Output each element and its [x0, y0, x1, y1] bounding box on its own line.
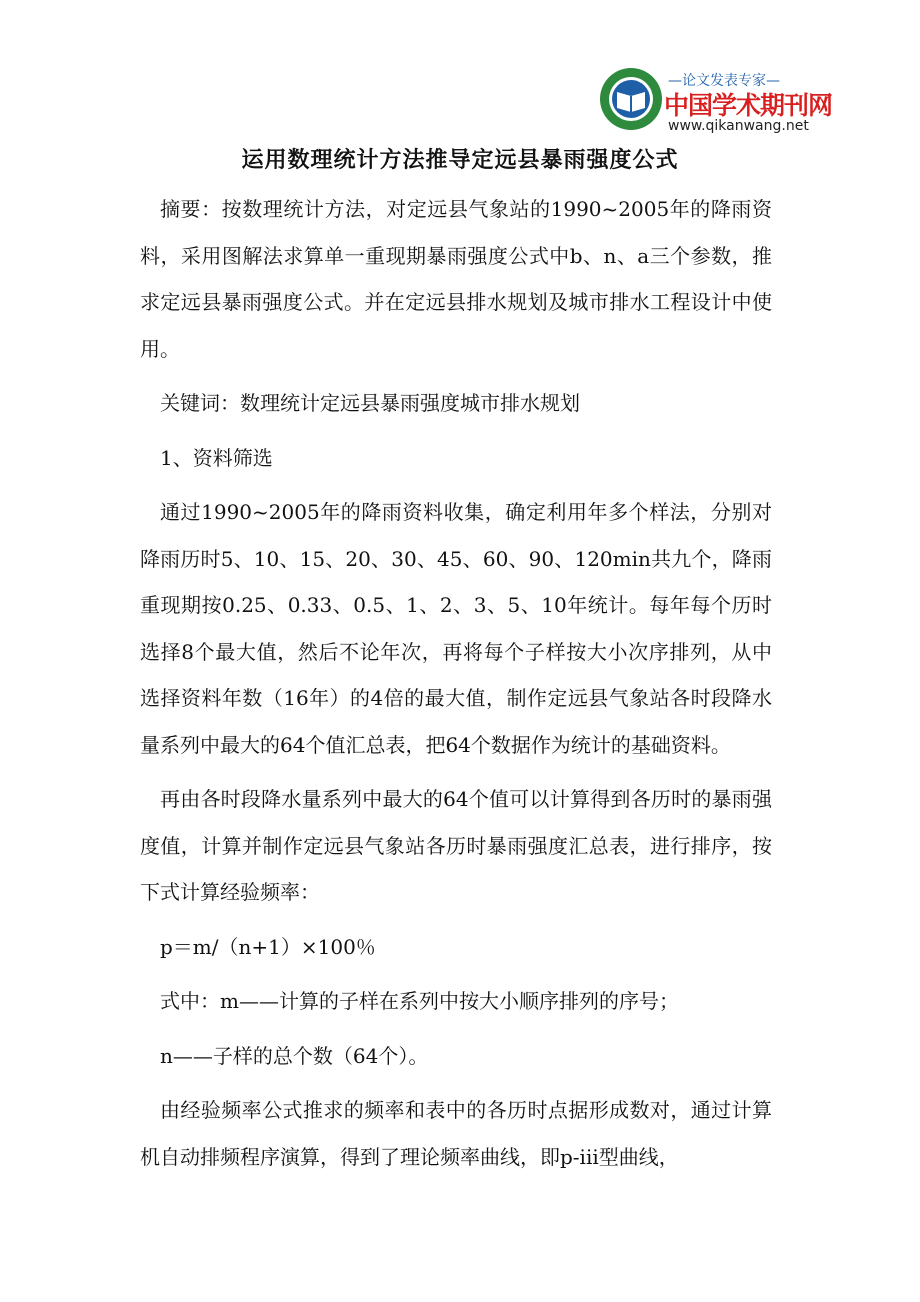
formula-definition: n——子样的总个数（64个）。	[160, 1043, 429, 1068]
logo-url: www.qikanwang.net	[668, 118, 809, 134]
abstract-paragraph: 摘要：按数理统计方法，对定远县气象站的1990~2005年的降雨资料，采用图解法求算单一重现期暴雨强度公式中b、n、a三个参数，推求定远县暴雨强度公式。并在定远县排水规划及城市排水工程设计中使用。	[140, 197, 772, 361]
keywords-paragraph: 关键词：数理统计定远县暴雨强度城市排水规划	[160, 391, 580, 415]
formula-line: p＝m/（n+1）×100％	[160, 934, 376, 959]
logo-tagline: —论文发表专家—	[668, 73, 780, 89]
journal-logo	[598, 66, 833, 138]
book-seal-icon	[598, 66, 664, 132]
section-heading: 1、资料筛选	[160, 445, 273, 470]
paper-body	[140, 186, 772, 1188]
paper-title: 运用数理统计方法推导定远县暴雨强度公式	[241, 147, 679, 173]
body-paragraph: 由经验频率公式推求的频率和表中的各历时点据形成数对，通过计算机自动排频程序演算，得到了理论频率曲线，即p-iii型曲线，	[140, 1098, 772, 1169]
logo-name: 中国学术期刊网	[664, 91, 833, 120]
body-paragraph: 再由各时段降水量系列中最大的64个值可以计算得到各历时的暴雨强度值，计算并制作定远县气象站各历时暴雨强度汇总表，进行排序，按下式计算经验频率：	[140, 787, 772, 904]
body-paragraph: 通过1990~2005年的降雨资料收集，确定利用年多个样法，分别对降雨历时5、10、15、20、30、45、60、90、120min共九个，降雨重现期按0.25、0.33、0.5、1、2、3、5、10年统计。每年每个历时选择8个最大值，然后不论年次，再将每个子样按大小次序排列，从中选择资料年数（16年）的4倍的最大值，制作定远县气象站各时段降水量系列中最大的64个值汇总表，把64个数据作为统计的基础资料。	[140, 500, 772, 757]
formula-definition: 式中：m——计算的子样在系列中按大小顺序排列的序号；	[160, 989, 679, 1013]
